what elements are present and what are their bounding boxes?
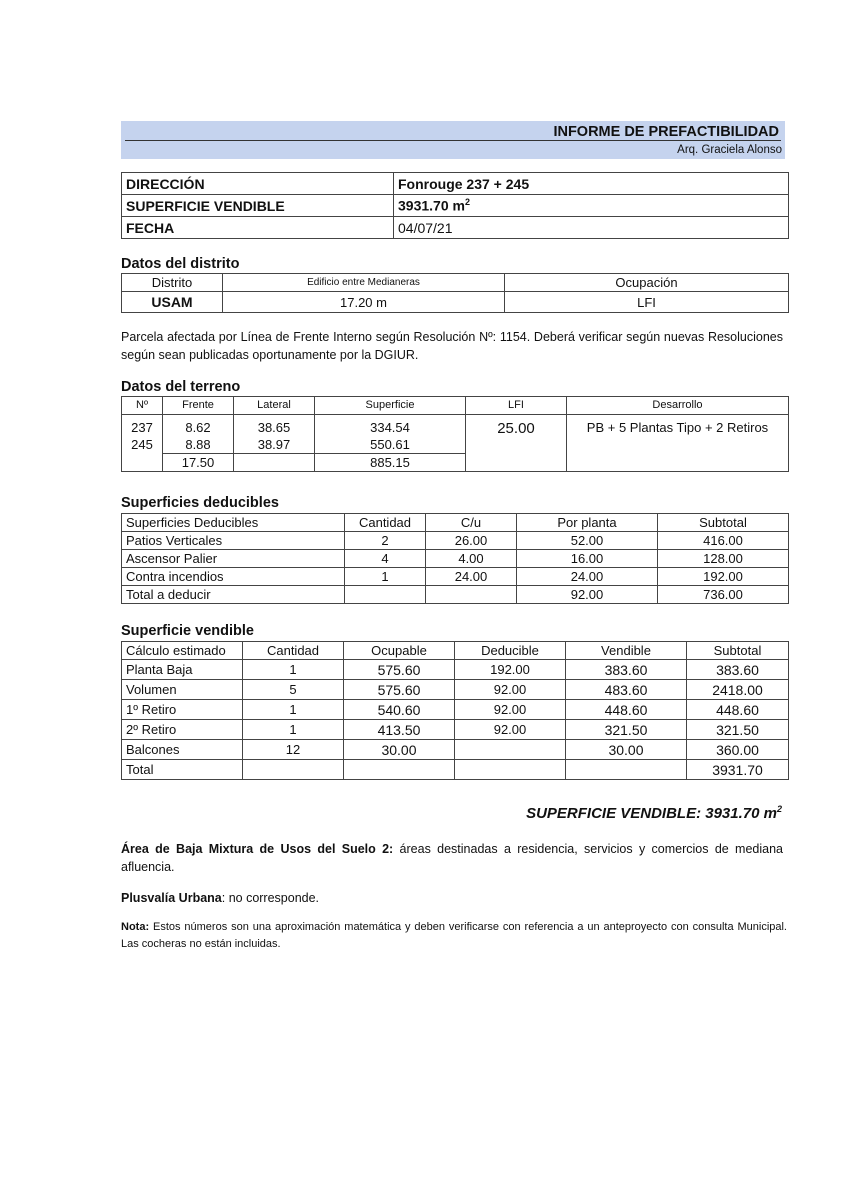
terreno-lfi: 25.00 <box>466 415 567 472</box>
parcela-note: Parcela afectada por Línea de Frente Interno según Resolución Nº: 1154. Deberá verificar según nuevas Resoluciones según sean publicadas oportunamente por la DGIUR. <box>121 330 783 362</box>
info-value: 3931.70 $m^2$ <box>394 195 789 217</box>
deducibles-header: Superficies Deducibles <box>122 514 345 532</box>
terreno-header: Superficie <box>315 397 466 415</box>
table-row: Ascensor Palier 4 4.00 16.00 128.00 <box>122 550 789 568</box>
table-row: Contra incendios 1 24.00 24.00 192.00 <box>122 568 789 586</box>
distrito-header: Ocupación <box>505 274 789 292</box>
info-label: DIRECCIÓN <box>122 173 394 195</box>
header-rule <box>125 140 781 141</box>
info-value: 04/07/21 <box>394 217 789 239</box>
deducibles-header: Subtotal <box>658 514 789 532</box>
distrito-value: LFI <box>505 292 789 313</box>
table-row: 2º Retiro 1 413.50 92.00 321.50 321.50 <box>122 720 789 740</box>
terreno-frente: 8.62 8.88 17.50 <box>163 415 234 472</box>
table-row: 1º Retiro 1 540.60 92.00 448.60 448.60 <box>122 700 789 720</box>
terreno-table <box>121 396 789 472</box>
info-label: SUPERFICIE VENDIBLE <box>122 195 394 217</box>
nota-note: Nota: Estos números son una aproximación matemática y deben verificarse con referencia a un anteproyecto con consulta Municipal. Las cocheras no están incluidas. <box>121 921 787 950</box>
terreno-header: Desarrollo <box>567 397 789 415</box>
plusvalia-note: Plusvalía Urbana: no corresponde. <box>121 891 320 905</box>
deducibles-table <box>121 513 789 604</box>
table-row: Patios Verticales 2 26.00 52.00 416.00 <box>122 532 789 550</box>
info-value: Fonrouge 237 + 245 <box>394 173 789 195</box>
deducibles-header: Por planta <box>517 514 658 532</box>
table-row-total: Total a deducir 92.00 736.00 <box>122 586 789 604</box>
terreno-header: Nº <box>122 397 163 415</box>
vendible-table <box>121 641 789 780</box>
terreno-lateral: 38.65 38.97 <box>234 415 315 472</box>
vendible-header: Cantidad <box>243 642 344 660</box>
vendible-header: Ocupable <box>344 642 455 660</box>
terreno-superficie: 334.54 550.61 885.15 <box>315 415 466 472</box>
section-title-vendible: Superficie vendible <box>121 623 254 639</box>
table-row-total: Total 3931.70 <box>122 760 789 780</box>
distrito-value: 17.20 m <box>223 292 505 313</box>
table-row: Volumen 5 575.60 92.00 483.60 2418.00 <box>122 680 789 700</box>
area-note: Área de Baja Mixtura de Usos del Suelo 2: áreas destinadas a residencia, servicios y comercios de mediana afluencia. <box>121 842 783 874</box>
terreno-header: Lateral <box>234 397 315 415</box>
deducibles-header: Cantidad <box>345 514 426 532</box>
report-title: INFORME DE PREFACTIBILIDAD <box>553 124 779 140</box>
vendible-header: Subtotal <box>687 642 789 660</box>
summary-superficie: SUPERFICIE VENDIBLE: 3931.70 $m^2$ <box>526 804 782 822</box>
terreno-desarrollo: PB + 5 Plantas Tipo + 2 Retiros <box>567 415 789 472</box>
terreno-header: LFI <box>466 397 567 415</box>
vendible-header: Cálculo estimado <box>122 642 243 660</box>
distrito-value: USAM <box>122 292 223 313</box>
terreno-header: Frente <box>163 397 234 415</box>
info-table <box>121 172 789 239</box>
terreno-nro: 237 245 <box>122 415 163 472</box>
distrito-header: Edificio entre Medianeras <box>223 274 505 292</box>
header-band <box>121 121 785 159</box>
section-title-distrito: Datos del distrito <box>121 256 240 272</box>
vendible-header: Deducible <box>455 642 566 660</box>
section-title-deducibles: Superficies deducibles <box>121 495 279 511</box>
table-row: Balcones 12 30.00 30.00 360.00 <box>122 740 789 760</box>
section-title-terreno: Datos del terreno <box>121 379 241 395</box>
info-label: FECHA <box>122 217 394 239</box>
table-row: Planta Baja 1 575.60 192.00 383.60 383.60 <box>122 660 789 680</box>
deducibles-header: C/u <box>426 514 517 532</box>
report-author: Arq. Graciela Alonso <box>677 144 782 156</box>
distrito-header: Distrito <box>122 274 223 292</box>
distrito-table <box>121 273 789 313</box>
vendible-header: Vendible <box>566 642 687 660</box>
